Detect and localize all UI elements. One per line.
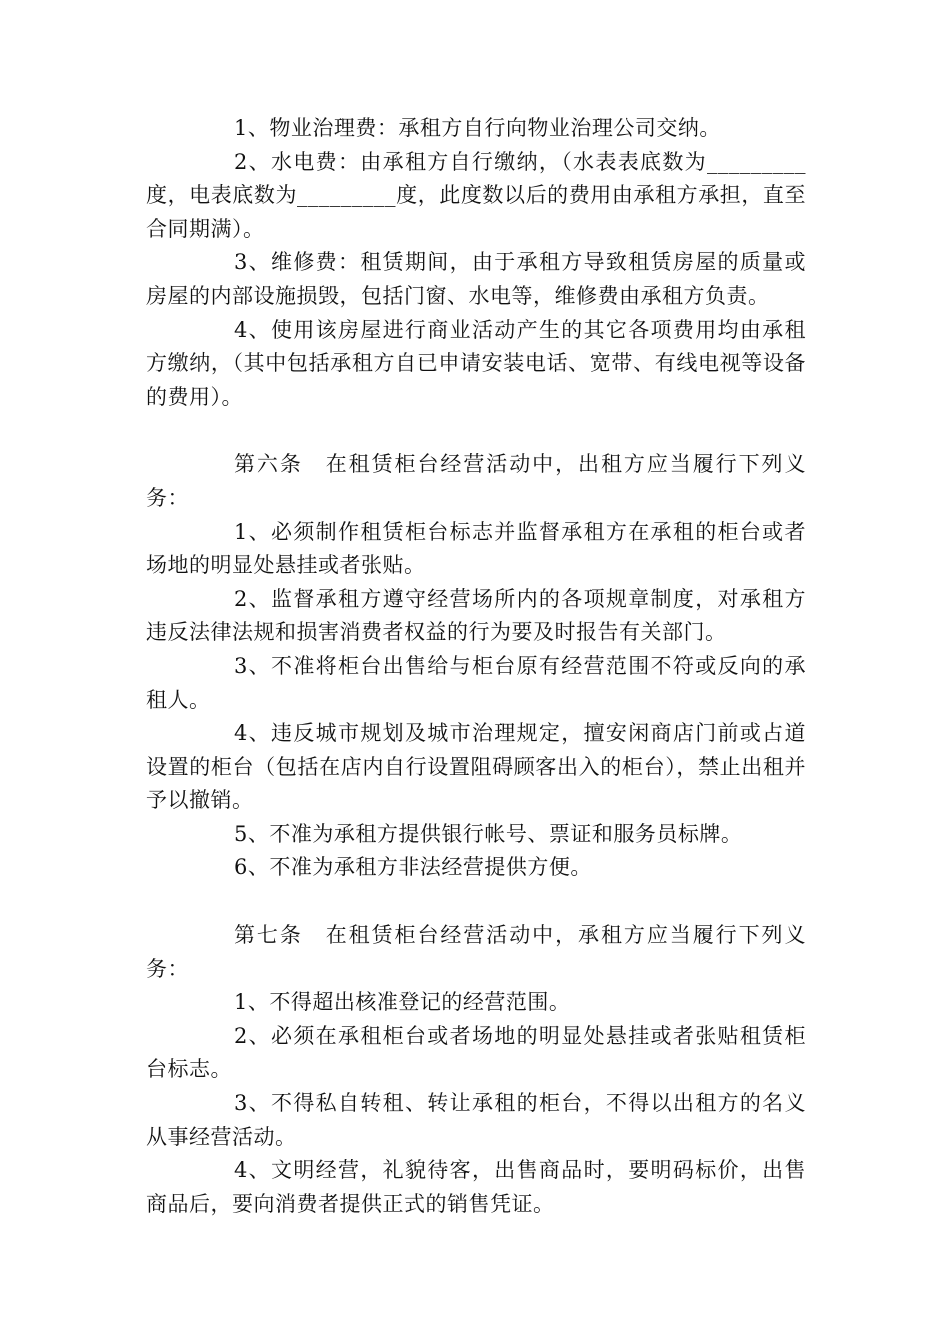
article-seven-item-3: 3、不得私自转租、转让承租的柜台，不得以出租方的名义从事经营活动。 [146, 1091, 806, 1149]
article-seven-heading: 第七条 在租赁柜台经营活动中，承租方应当履行下列义务： [146, 923, 806, 981]
article-six-item-4: 4、违反城市规划及城市治理规定，擅安闲商店门前或占道设置的柜台（包括在店内自行设置阻碍顾客出入的柜台），禁止出租并予以撤销。 [146, 721, 806, 813]
article-six-item-5: 5、不准为承租方提供银行帐号、票证和服务员标牌。 [234, 821, 743, 846]
article-six-item-2: 2、监督承租方遵守经营场所内的各项规章制度，对承租方违反法律法规和损害消费者权益的行为要及时报告有关部门。 [146, 586, 806, 645]
fee-item-other: 4、使用该房屋进行商业活动产生的其它各项费用均由承租方缴纳，（其中包括承租方自已申请安装电话、宽带、有线电视等设备的费用）。 [146, 317, 806, 409]
fee-item-maintenance: 3、维修费：租赁期间，由于承租方导致租赁房屋的质量或房屋的内部设施损毁，包括门窗、水电等，维修费由承租方负责。 [146, 250, 806, 308]
article-seven-item-1: 1、不得超出核准登记的经营范围。 [234, 990, 571, 1015]
article-seven-item-2: 2、必须在承租柜台或者场地的明显处悬挂或者张贴租赁柜台标志。 [146, 1023, 806, 1082]
fee-item-utilities: 2、水电费：由承租方自行缴纳，（水表表底数为_________度，电表底数为_________度，此度数以后的费用由承租方承担，直至合同期满）。 [146, 149, 806, 241]
article-six-item-3: 3、不准将柜台出售给与柜台原有经营范围不符或反向的承租人。 [146, 653, 806, 712]
article-seven-item-4: 4、文明经营，礼貌待客，出售商品时，要明码标价，出售商品后，要向消费者提供正式的销售凭证。 [146, 1158, 806, 1216]
article-six-heading: 第六条 在租赁柜台经营活动中，出租方应当履行下列义务： [146, 452, 806, 510]
article-six-item-6: 6、不准为承租方非法经营提供方便。 [234, 855, 592, 880]
fee-item-property: 1、物业治理费：承租方自行向物业治理公司交纳。 [234, 116, 721, 140]
article-six-item-1: 1、必须制作租赁柜台标志并监督承租方在承租的柜台或者场地的明显处悬挂或者张贴。 [146, 519, 806, 578]
document-page [146, 112, 806, 1221]
